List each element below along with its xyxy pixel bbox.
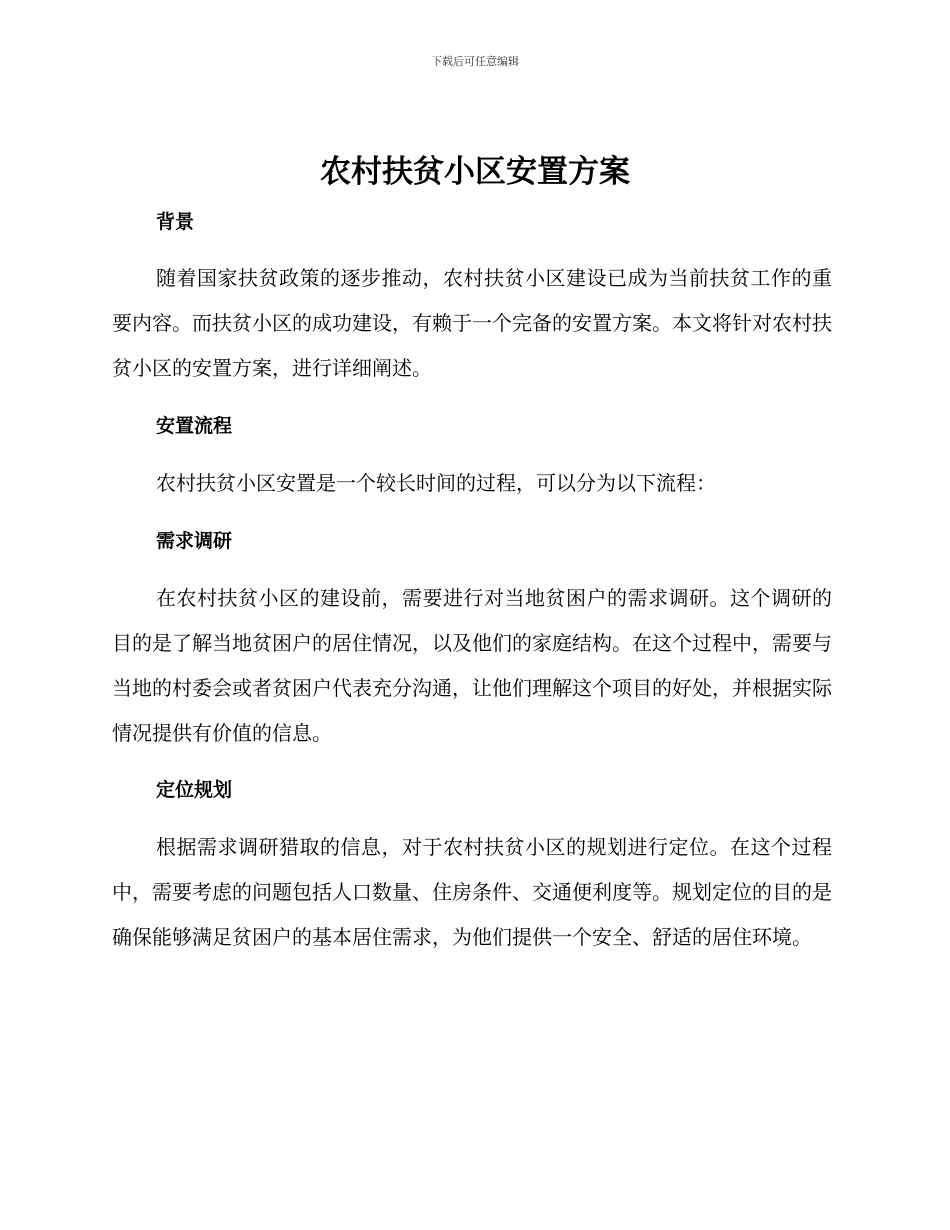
section-heading-planning: 定位规划 xyxy=(156,779,233,801)
document-title: 农村扶贫小区安置方案 xyxy=(320,154,630,190)
section-paragraph-planning: 根据需求调研猎取的信息，对于农村扶贫小区的规划进行定位。在这个过程中，需要考虑的问题包括人口数量、住房条件、交通便利度等。规划定位的目的是确保能够满足贫困户的基本居住需求，为他们提供一个安全、舒适的居住环境。 xyxy=(112,835,832,949)
section-paragraph-survey: 在农村扶贫小区的建设前，需要进行对当地贫困户的需求调研。这个调研的目的是了解当地贫困户的居住情况，以及他们的家庭结构。在这个过程中，需要与当地的村委会或者贫困户代表充分沟通，让他们理解这个项目的好处，并根据实际情况提供有价值的信息。 xyxy=(112,586,832,745)
header-note: 下载后可任意编辑 xyxy=(431,55,519,68)
section-heading-background: 背景 xyxy=(156,211,195,233)
section-paragraph-background: 随着国家扶贫政策的逐步推动，农村扶贫小区建设已成为当前扶贫工作的重要内容。而扶贫小区的成功建设，有赖于一个完备的安置方案。本文将针对农村扶贫小区的安置方案，进行详细阐述。 xyxy=(112,266,832,380)
section-heading-process: 安置流程 xyxy=(156,415,233,437)
section-paragraph-process: 农村扶贫小区安置是一个较长时间的过程，可以分为以下流程： xyxy=(156,471,716,495)
section-heading-survey: 需求调研 xyxy=(156,530,233,552)
